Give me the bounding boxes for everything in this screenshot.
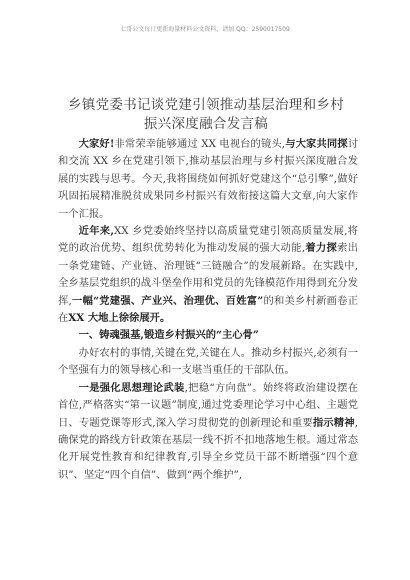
p4-text-e: ,确保党的路线方针政策在基层一线不折不扣地落地生根。通过常态化开展党性教育和纪律教育,引导全乡党员干部不断增强“四个意识”、坚定“四个自信”、做到“两个维护”, — [58, 416, 359, 481]
p1-bold-c: 与大家共同探 — [285, 138, 348, 150]
title-line-1: 乡镇党委书记谈党建引领推动基层治理和乡村 — [68, 97, 344, 113]
paragraph-leadership: 办好农村的事情,关键在党,关键在人。推动乡村振兴,必须有一个坚强有力的领导核心和一支堪当重任的干部队伍。 — [58, 346, 358, 377]
p4-bold-a: 一是 — [78, 381, 100, 394]
header-note: 七哥公文每日更新海量材料公文资料，请加 QQ：2590017509 — [120, 26, 290, 33]
greeting-bold: 大家好! — [78, 138, 115, 150]
section-heading-1-text: 一、铸魂强基,锻造乡村振兴的“主心骨” — [78, 329, 259, 342]
p2-bold-a: 近年来, — [78, 225, 114, 238]
title-line-2: 振兴深度融合发言稿 — [143, 116, 269, 132]
p2-bold-g: XX 大地上徐徐展开。 — [68, 312, 171, 325]
p4-bold-b: 强化思想理论武装 — [99, 381, 185, 394]
p4-bold-d: 指示精神 — [312, 416, 355, 429]
p2-bold-c: 着力探 — [305, 242, 338, 255]
p4-text-c: ,把稳“方向盘”。始终将政治建设摆在首位,严格落实“第一议题”制度,通过党委理论学习中心组、主题党日、专题党课等形式,深入学习贯彻党的创新理论和重要 — [58, 381, 358, 429]
p2-bold-e: 一幅“党建强、产业兴、治理优、百姓富” — [71, 294, 264, 307]
p1-text-b: 非常荣幸能够通过 XX 电视台的镜头, — [114, 138, 286, 150]
p1-text-d: 讨和交流 XX 乡在党建引领下,推动基层治理与乡村振兴深度融合发展的实践与思考。今天,我将围绕如何抓好党建这个“总引擎”,做好巩固拓展精准脱贫成果同乡村振兴有效衔接这篇大文章,向大家作一个汇报。 — [58, 138, 359, 220]
paragraph-point-1 — [58, 380, 358, 484]
document-body — [58, 136, 358, 484]
p2-text-f: 的和美乡村新画卷正在 — [58, 294, 358, 325]
section-heading-1 — [58, 327, 358, 344]
paragraph-overview — [58, 223, 358, 327]
page-title — [56, 96, 356, 134]
p2-text-b: XX 乡党委始终坚持以高质量党建引领高质量发展,将党的政治优势、组织优势转化为推动发展的强大动能, — [58, 225, 358, 255]
paragraph-greeting — [58, 136, 358, 223]
p2-text-d: 索出一条党建链、产业链、治理链“三链融合”的发展新路。在实践中,全乡基层党组织的战斗堡垒作用和党员的先锋模范作用得到充分发挥, — [58, 242, 359, 307]
